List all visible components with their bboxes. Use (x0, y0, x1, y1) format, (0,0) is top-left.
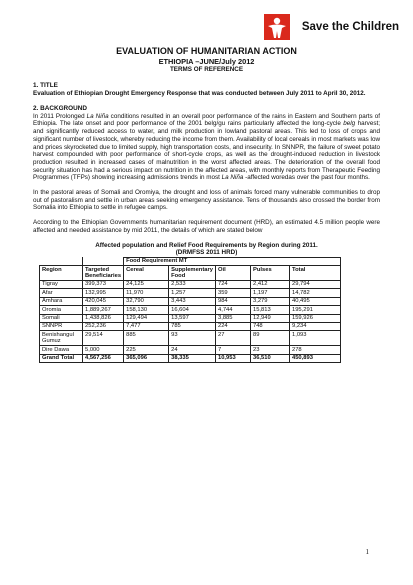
value-cell: 1,889,267 (83, 306, 124, 314)
table-row (40, 322, 341, 330)
logo-text: Save the Children (301, 21, 399, 33)
save-the-children-logo (264, 14, 399, 40)
value-cell: 399,373 (83, 280, 124, 288)
value-cell: 158,130 (124, 306, 169, 314)
value-cell: 252,236 (83, 322, 124, 330)
value-cell: 1,093 (289, 331, 340, 346)
food-requirement-group-header: Food Requirement MT (124, 257, 341, 265)
column-header: Targeted Beneficiaries (83, 266, 124, 281)
region-cell: Afar (40, 289, 83, 297)
value-cell: 359 (215, 289, 250, 297)
table-caption: Affected population and Relief Food Requirements by Region during 2011. (DRMFSS 2011 HRD) (95, 241, 318, 257)
column-header: Total (289, 266, 340, 281)
table-row (40, 297, 341, 305)
value-cell: 29,514 (83, 331, 124, 346)
value-cell: 9,234 (289, 322, 340, 330)
page-number: 1 (365, 548, 369, 556)
value-cell: 13,597 (169, 314, 216, 322)
value-cell: 23 (250, 346, 289, 354)
value-cell: 12,949 (250, 314, 289, 322)
column-header: Oil (215, 266, 250, 281)
value-cell: 14,782 (289, 289, 340, 297)
section-1-heading: 1. TITLE (33, 82, 58, 89)
table-row (40, 306, 341, 314)
column-header: Pulses (250, 266, 289, 281)
value-cell: 1,257 (169, 289, 216, 297)
value-cell: 24,125 (124, 280, 169, 288)
background-paragraph-3: According to the Ethiopian Governments humanitarian requirement document (HRD), an estimated 4.5 million people were affected and needed assistance by mid 2011, the details of which are stated below (33, 219, 380, 234)
value-cell: 129,494 (124, 314, 169, 322)
region-cell: Somali (40, 314, 83, 322)
table-row (40, 314, 341, 322)
table-row (40, 331, 341, 346)
value-cell: 420,045 (83, 297, 124, 305)
table-header-row (40, 266, 341, 281)
value-cell: 748 (250, 322, 289, 330)
food-requirements-table (39, 257, 341, 363)
table-row (40, 280, 341, 288)
value-cell: 3,885 (215, 314, 250, 322)
value-cell: 7 (215, 346, 250, 354)
section-2-heading: 2. BACKGROUND (33, 104, 87, 112)
grand-total-row: Grand Total 4,567,256 365,096 38,335 10,953 36,510 450,893 (40, 354, 341, 362)
value-cell: 885 (124, 331, 169, 346)
value-cell: 16,604 (169, 306, 216, 314)
value-cell: 89 (250, 331, 289, 346)
value-cell: 225 (124, 346, 169, 354)
column-header: Cereal (124, 266, 169, 281)
value-cell: 29,794 (289, 280, 340, 288)
value-cell: 159,926 (289, 314, 340, 322)
table-row (40, 289, 341, 297)
value-cell: 40,495 (289, 297, 340, 305)
section-1-text: Evaluation of Ethiopian Drought Emergency Response that was conducted between July 2011 to April 30, 2012. (33, 90, 366, 97)
value-cell: 3,279 (250, 297, 289, 305)
document-title: EVALUATION OF HUMANITARIAN ACTION (116, 46, 297, 56)
value-cell: 2,533 (169, 280, 216, 288)
region-cell: Dire Dawa (40, 346, 83, 354)
document-subtitle: ETHIOPIA –JUNE/July 2012 (158, 57, 255, 66)
table-row (40, 346, 341, 354)
value-cell: 4,744 (215, 306, 250, 314)
value-cell: 195,291 (289, 306, 340, 314)
value-cell: 278 (289, 346, 340, 354)
region-cell: Tigray (40, 280, 83, 288)
value-cell: 2,412 (250, 280, 289, 288)
value-cell: 3,443 (169, 297, 216, 305)
save-the-children-emblem-icon (264, 14, 298, 40)
value-cell: 724 (215, 280, 250, 288)
background-paragraph-2: In the pastoral areas of Somali and Oromiya, the drought and loss of animals forced many vulnerable communities to drop out of pastoralism and settle in urban areas seeking emergency assistance. Tens of thousands also crossed the border from Somalia into Ethiopia to settle in refugee camps. (33, 189, 380, 212)
region-cell: SNNPR (40, 322, 83, 330)
region-cell: Benishangul Gumuz (40, 331, 83, 346)
region-cell: Amhara (40, 297, 83, 305)
value-cell: 27 (215, 331, 250, 346)
value-cell: 224 (215, 322, 250, 330)
column-header: Region (40, 266, 83, 281)
value-cell: 1,438,826 (83, 314, 124, 322)
value-cell: 5,000 (83, 346, 124, 354)
value-cell: 7,477 (124, 322, 169, 330)
value-cell: 24 (169, 346, 216, 354)
table-group-header-row (40, 257, 341, 265)
value-cell: 93 (169, 331, 216, 346)
background-paragraph-1: In 2011 Prolonged La Niña conditions resulted in an overall poor performance of the rains in Eastern and Southern parts of Ethiopia. The late onset and poor performance of the 2001 belg/gu rains particularly affected the long-cycle belg harvest; and significantly reduced access to water, and milk production in lowland pastoral areas. This led to loss of crops and significant number of livestock, whereby reducing the income from them. Availability of local cereals in most markets was low and prices skyrocketed due to limited supply, high transportation costs, and insecurity. In SNNPR, the failure of sweet potato harvest compounded with poor performance of short-cycle crops, as well as the drought-induced reduction in livestock production resulted in increased cases of malnutrition in the worst affected areas. The deterioration of the overall food security situation has had a serious impact on nutrition in the affected areas, with monthly reports from Therapeutic Feeding Programmes (TFPs) showing increasing admissions trends in most La Niña -affected woredas over the past four months. (33, 112, 380, 182)
value-cell: 132,995 (83, 289, 124, 297)
region-cell: Oromia (40, 306, 83, 314)
document-body (33, 46, 380, 363)
column-header: Supplementary Food (169, 266, 216, 281)
value-cell: 1,197 (250, 289, 289, 297)
value-cell: 15,813 (250, 306, 289, 314)
terms-of-reference-heading: TERMS OF REFERENCE (169, 66, 244, 73)
value-cell: 32,790 (124, 297, 169, 305)
value-cell: 984 (215, 297, 250, 305)
value-cell: 785 (169, 322, 216, 330)
value-cell: 11,970 (124, 289, 169, 297)
